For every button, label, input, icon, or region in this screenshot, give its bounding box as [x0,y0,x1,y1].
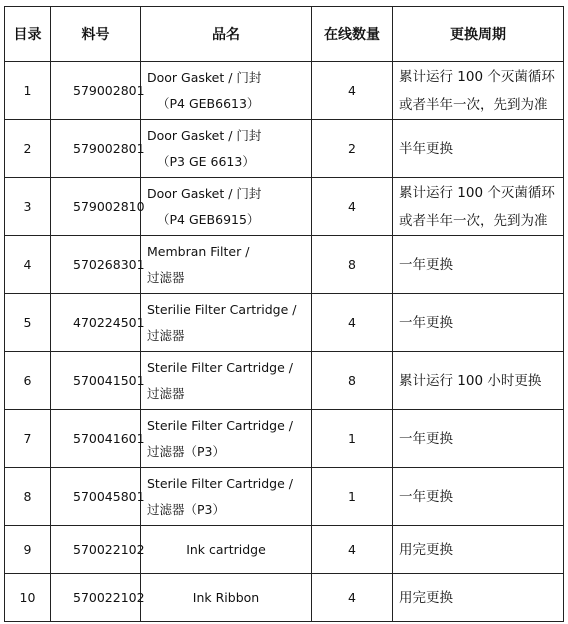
row-cycle [393,120,564,178]
item-name-line1: Sterile Filter Cartridge / [147,417,293,433]
table-row [5,236,564,294]
cycle-line1: 一年更换 [399,256,453,273]
header-item-name: 品名 [141,7,312,62]
row-no: 2 [5,120,51,178]
row-no: 4 [5,236,51,294]
row-no: 3 [5,178,51,236]
item-name-line1: Door Gasket / 门封 [147,127,262,143]
table-row [5,352,564,410]
row-item-name [141,574,312,622]
item-name-line2: （P4 GEB6613） [157,95,260,111]
table-row [5,120,564,178]
header-no: 目录 [5,7,51,62]
row-part-number: 470224501 [51,294,141,352]
row-qty: 4 [312,526,393,574]
cycle-line1: 一年更换 [399,488,453,505]
row-item-name [141,526,312,574]
cycle-line1: 半年更换 [399,140,453,157]
item-name-line1: Sterilie Filter Cartridge / [147,301,297,317]
row-qty: 8 [312,352,393,410]
row-qty: 4 [312,62,393,120]
item-name-line1: Sterile Filter Cartridge / [147,475,293,491]
row-item-name [141,120,312,178]
row-part-number: 570041601 [51,410,141,468]
row-part-number: 570022102 [51,526,141,574]
row-cycle [393,574,564,622]
row-no: 1 [5,62,51,120]
table-row [5,410,564,468]
header-online-qty: 在线数量 [312,7,393,62]
cycle-line2: 或者半年一次，先到为准 [399,212,548,229]
row-item-name [141,294,312,352]
item-name-line1: Sterile Filter Cartridge / [147,359,293,375]
cycle-line1: 用完更换 [399,541,453,558]
row-no: 10 [5,574,51,622]
cycle-line1: 累计运行 100 个灭菌循环 [399,184,555,201]
row-part-number: 579002801 [51,120,141,178]
row-item-name [141,178,312,236]
item-name-line1: Membran Filter / [147,243,250,259]
table-row [5,526,564,574]
row-item-name [141,468,312,526]
item-name-line1: Ink cartridge [186,541,266,557]
row-part-number: 570022102 [51,574,141,622]
cycle-line1: 用完更换 [399,589,453,606]
table-row [5,62,564,120]
row-cycle [393,410,564,468]
header-part-number: 料号 [51,7,141,62]
item-name-line2: （P4 GEB6915） [157,211,260,227]
item-name-line2: 过滤器 [147,327,185,343]
row-qty: 4 [312,178,393,236]
table-row [5,468,564,526]
parts-table [4,6,564,622]
item-name-line2: 过滤器（P3） [147,443,225,459]
row-no: 6 [5,352,51,410]
row-cycle [393,178,564,236]
row-cycle [393,294,564,352]
row-cycle [393,236,564,294]
table-row [5,178,564,236]
cycle-line2: 或者半年一次，先到为准 [399,96,548,113]
header-replace-cycle: 更换周期 [393,7,564,62]
row-cycle [393,62,564,120]
item-name-line2: 过滤器 [147,269,185,285]
row-part-number: 579002801 [51,62,141,120]
row-cycle [393,526,564,574]
row-cycle [393,468,564,526]
row-qty: 8 [312,236,393,294]
item-name-line2: （P3 GE 6613） [157,153,255,169]
row-item-name [141,62,312,120]
row-item-name [141,352,312,410]
row-part-number: 570045801 [51,468,141,526]
cycle-line1: 累计运行 100 小时更换 [399,372,542,389]
row-part-number: 570041501 [51,352,141,410]
row-qty: 1 [312,468,393,526]
cycle-line1: 一年更换 [399,314,453,331]
row-part-number: 570268301 [51,236,141,294]
row-no: 8 [5,468,51,526]
item-name-line2: 过滤器 [147,385,185,401]
table-row [5,294,564,352]
item-name-line1: Ink Ribbon [192,589,260,605]
row-qty: 2 [312,120,393,178]
row-cycle [393,352,564,410]
cycle-line1: 一年更换 [399,430,453,447]
row-qty: 4 [312,294,393,352]
row-part-number: 579002810 [51,178,141,236]
row-qty: 1 [312,410,393,468]
row-item-name [141,236,312,294]
item-name-line2: 过滤器（P3） [147,501,225,517]
row-no: 5 [5,294,51,352]
row-no: 9 [5,526,51,574]
row-qty: 4 [312,574,393,622]
table-row [5,574,564,622]
row-item-name [141,410,312,468]
cycle-line1: 累计运行 100 个灭菌循环 [399,68,555,85]
header-row [5,7,564,62]
item-name-line1: Door Gasket / 门封 [147,69,262,85]
item-name-line1: Door Gasket / 门封 [147,185,262,201]
row-no: 7 [5,410,51,468]
